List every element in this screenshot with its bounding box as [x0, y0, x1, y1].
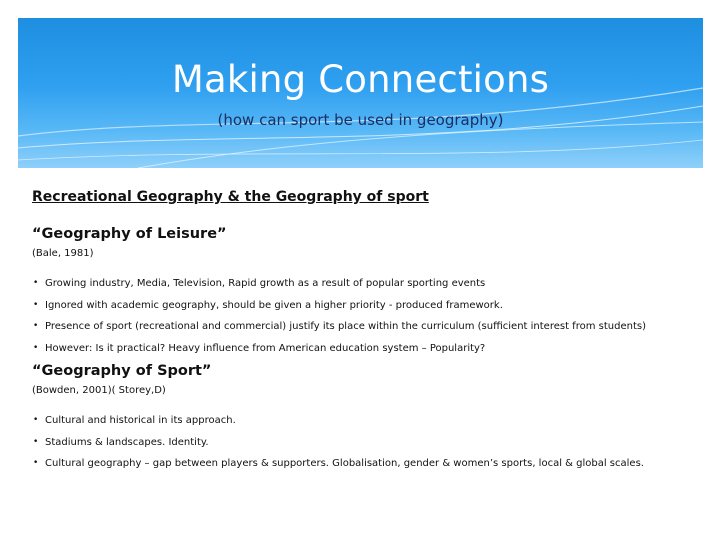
- slide-content: [32, 189, 692, 479]
- bullet-item: [32, 342, 692, 355]
- slide-subtitle: (how can sport be used in geography): [217, 111, 504, 129]
- bullet-text: Stadiums & landscapes. Identity.: [45, 436, 209, 448]
- bullet-icon: •: [33, 415, 39, 425]
- bullet-text: Cultural geography – gap between players & supporters. Globalisation, gender & women’s sports, local & global scales.: [45, 458, 644, 469]
- bullet-text: Presence of sport (recreational and commercial) justify its place within the curriculum (sufficient interest from students): [45, 321, 646, 332]
- bullet-list: [32, 277, 692, 355]
- bullet-text: Ignored with academic geography, should be given a higher priority - produced framework.: [45, 299, 503, 311]
- bullet-item: [32, 299, 692, 312]
- content-heading: Recreational Geography & the Geography of sport: [32, 189, 429, 205]
- bullet-item: [32, 320, 692, 333]
- bullet-text: Growing industry, Media, Television, Rapid growth as a result of popular sporting events: [45, 278, 486, 289]
- bullet-icon: •: [33, 299, 39, 310]
- section-title: “Geography of Leisure”: [32, 226, 227, 242]
- section-geography-of-sport: [32, 363, 692, 470]
- section-citation: (Bale, 1981): [32, 248, 94, 259]
- bullet-icon: •: [33, 278, 39, 288]
- bullet-icon: •: [33, 436, 39, 447]
- bullet-item: [32, 457, 692, 470]
- bullet-text: Cultural and historical in its approach.: [45, 415, 236, 426]
- bullet-item: [32, 436, 692, 449]
- slide-title: Making Connections: [171, 58, 550, 101]
- section-title: “Geography of Sport”: [32, 363, 212, 379]
- bullet-icon: •: [33, 458, 39, 468]
- bullet-item: [32, 414, 692, 427]
- section-geography-of-leisure: [32, 226, 692, 355]
- bullet-icon: •: [33, 342, 39, 353]
- bullet-icon: •: [33, 321, 39, 331]
- bullet-item: [32, 277, 692, 290]
- bullet-text: However: Is it practical? Heavy influence from American education system – Popularity?: [45, 342, 486, 354]
- title-banner: [18, 18, 703, 168]
- bullet-list: [32, 414, 692, 470]
- section-citation: (Bowden, 2001)( Storey,D): [32, 385, 166, 396]
